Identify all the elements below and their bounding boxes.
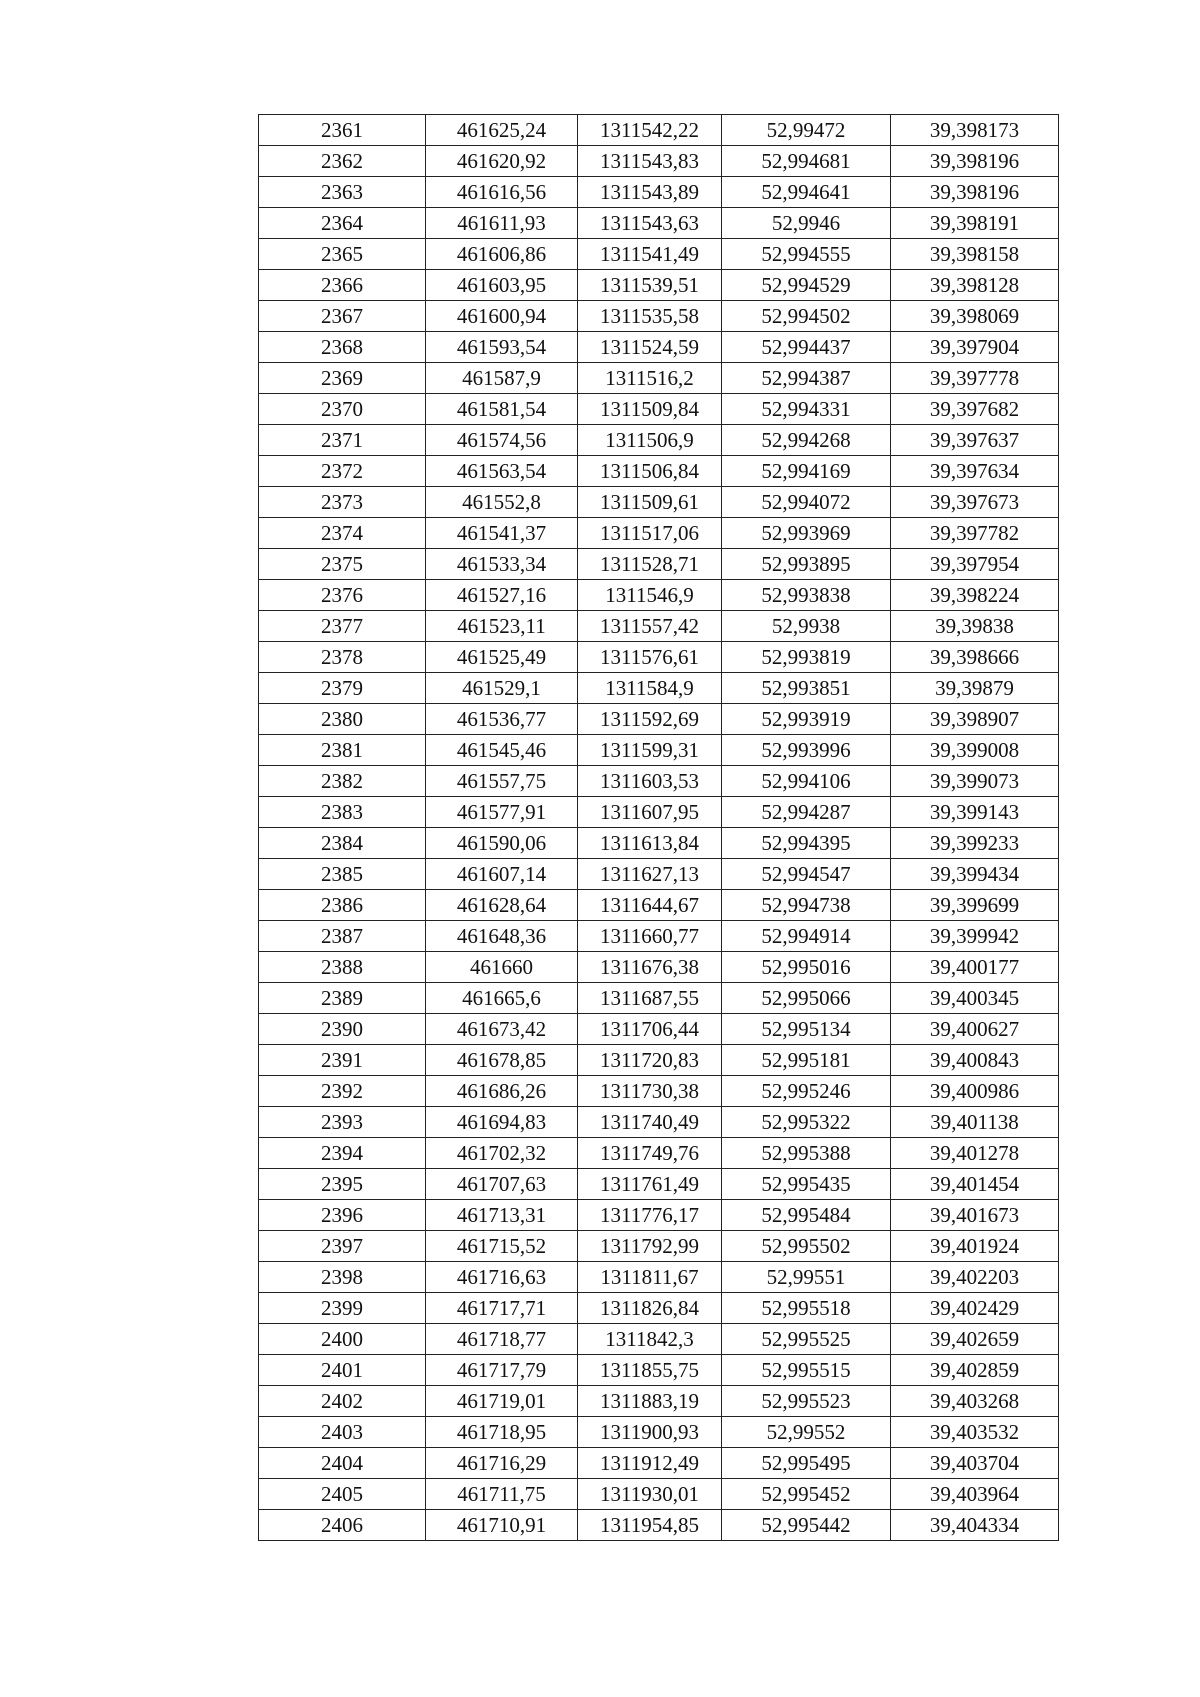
x-coordinate-cell: 461702,32 [426, 1138, 578, 1169]
table-row [259, 1479, 1059, 1510]
point-number-cell: 2390 [259, 1014, 426, 1045]
table-row [259, 1169, 1059, 1200]
latitude-cell: 52,995452 [722, 1479, 891, 1510]
table-row [259, 425, 1059, 456]
point-number-cell: 2385 [259, 859, 426, 890]
longitude-cell: 39,399699 [891, 890, 1059, 921]
table-row [259, 580, 1059, 611]
latitude-cell: 52,994169 [722, 456, 891, 487]
longitude-cell: 39,39879 [891, 673, 1059, 704]
longitude-cell: 39,400177 [891, 952, 1059, 983]
table-row [259, 1448, 1059, 1479]
latitude-cell: 52,995523 [722, 1386, 891, 1417]
x-coordinate-cell: 461717,71 [426, 1293, 578, 1324]
y-coordinate-cell: 1311811,67 [578, 1262, 722, 1293]
y-coordinate-cell: 1311761,49 [578, 1169, 722, 1200]
point-number-cell: 2369 [259, 363, 426, 394]
longitude-cell: 39,403532 [891, 1417, 1059, 1448]
longitude-cell: 39,397673 [891, 487, 1059, 518]
table-row [259, 1076, 1059, 1107]
table-row [259, 735, 1059, 766]
table-row [259, 1014, 1059, 1045]
latitude-cell: 52,9946 [722, 208, 891, 239]
latitude-cell: 52,995016 [722, 952, 891, 983]
table-row [259, 828, 1059, 859]
point-number-cell: 2381 [259, 735, 426, 766]
y-coordinate-cell: 1311542,22 [578, 115, 722, 146]
longitude-cell: 39,397782 [891, 518, 1059, 549]
point-number-cell: 2373 [259, 487, 426, 518]
y-coordinate-cell: 1311607,95 [578, 797, 722, 828]
x-coordinate-cell: 461620,92 [426, 146, 578, 177]
point-number-cell: 2380 [259, 704, 426, 735]
x-coordinate-cell: 461713,31 [426, 1200, 578, 1231]
x-coordinate-cell: 461590,06 [426, 828, 578, 859]
point-number-cell: 2396 [259, 1200, 426, 1231]
x-coordinate-cell: 461719,01 [426, 1386, 578, 1417]
point-number-cell: 2402 [259, 1386, 426, 1417]
table-row [259, 1262, 1059, 1293]
longitude-cell: 39,398196 [891, 146, 1059, 177]
latitude-cell: 52,994681 [722, 146, 891, 177]
table-row [259, 1324, 1059, 1355]
latitude-cell: 52,995322 [722, 1107, 891, 1138]
y-coordinate-cell: 1311660,77 [578, 921, 722, 952]
x-coordinate-cell: 461581,54 [426, 394, 578, 425]
x-coordinate-cell: 461625,24 [426, 115, 578, 146]
longitude-cell: 39,402429 [891, 1293, 1059, 1324]
longitude-cell: 39,402659 [891, 1324, 1059, 1355]
latitude-cell: 52,995495 [722, 1448, 891, 1479]
point-number-cell: 2383 [259, 797, 426, 828]
point-number-cell: 2404 [259, 1448, 426, 1479]
latitude-cell: 52,99551 [722, 1262, 891, 1293]
x-coordinate-cell: 461616,56 [426, 177, 578, 208]
y-coordinate-cell: 1311792,99 [578, 1231, 722, 1262]
y-coordinate-cell: 1311539,51 [578, 270, 722, 301]
table-row [259, 1293, 1059, 1324]
x-coordinate-cell: 461574,56 [426, 425, 578, 456]
latitude-cell: 52,994738 [722, 890, 891, 921]
longitude-cell: 39,397634 [891, 456, 1059, 487]
latitude-cell: 52,993969 [722, 518, 891, 549]
point-number-cell: 2364 [259, 208, 426, 239]
x-coordinate-cell: 461577,91 [426, 797, 578, 828]
y-coordinate-cell: 1311613,84 [578, 828, 722, 859]
point-number-cell: 2399 [259, 1293, 426, 1324]
latitude-cell: 52,995066 [722, 983, 891, 1014]
latitude-cell: 52,994287 [722, 797, 891, 828]
longitude-cell: 39,398666 [891, 642, 1059, 673]
latitude-cell: 52,994502 [722, 301, 891, 332]
point-number-cell: 2382 [259, 766, 426, 797]
y-coordinate-cell: 1311644,67 [578, 890, 722, 921]
x-coordinate-cell: 461607,14 [426, 859, 578, 890]
point-number-cell: 2405 [259, 1479, 426, 1510]
x-coordinate-cell: 461694,83 [426, 1107, 578, 1138]
point-number-cell: 2401 [259, 1355, 426, 1386]
table-row [259, 1107, 1059, 1138]
latitude-cell: 52,993819 [722, 642, 891, 673]
latitude-cell: 52,99552 [722, 1417, 891, 1448]
y-coordinate-cell: 1311506,84 [578, 456, 722, 487]
latitude-cell: 52,995502 [722, 1231, 891, 1262]
longitude-cell: 39,399073 [891, 766, 1059, 797]
table-row [259, 487, 1059, 518]
table-row [259, 549, 1059, 580]
latitude-cell: 52,995515 [722, 1355, 891, 1386]
y-coordinate-cell: 1311509,61 [578, 487, 722, 518]
table-row [259, 208, 1059, 239]
x-coordinate-cell: 461545,46 [426, 735, 578, 766]
point-number-cell: 2403 [259, 1417, 426, 1448]
longitude-cell: 39,398069 [891, 301, 1059, 332]
x-coordinate-cell: 461715,52 [426, 1231, 578, 1262]
x-coordinate-cell: 461593,54 [426, 332, 578, 363]
x-coordinate-cell: 461678,85 [426, 1045, 578, 1076]
x-coordinate-cell: 461718,77 [426, 1324, 578, 1355]
x-coordinate-cell: 461552,8 [426, 487, 578, 518]
y-coordinate-cell: 1311584,9 [578, 673, 722, 704]
x-coordinate-cell: 461716,63 [426, 1262, 578, 1293]
x-coordinate-cell: 461529,1 [426, 673, 578, 704]
longitude-cell: 39,403704 [891, 1448, 1059, 1479]
y-coordinate-cell: 1311687,55 [578, 983, 722, 1014]
point-number-cell: 2398 [259, 1262, 426, 1293]
longitude-cell: 39,399233 [891, 828, 1059, 859]
latitude-cell: 52,994387 [722, 363, 891, 394]
y-coordinate-cell: 1311543,83 [578, 146, 722, 177]
y-coordinate-cell: 1311557,42 [578, 611, 722, 642]
latitude-cell: 52,99472 [722, 115, 891, 146]
longitude-cell: 39,403268 [891, 1386, 1059, 1417]
x-coordinate-cell: 461648,36 [426, 921, 578, 952]
x-coordinate-cell: 461600,94 [426, 301, 578, 332]
longitude-cell: 39,399143 [891, 797, 1059, 828]
y-coordinate-cell: 1311543,89 [578, 177, 722, 208]
point-number-cell: 2397 [259, 1231, 426, 1262]
coordinates-table [258, 114, 1059, 1541]
longitude-cell: 39,398907 [891, 704, 1059, 735]
point-number-cell: 2365 [259, 239, 426, 270]
longitude-cell: 39,401673 [891, 1200, 1059, 1231]
y-coordinate-cell: 1311541,49 [578, 239, 722, 270]
x-coordinate-cell: 461628,64 [426, 890, 578, 921]
point-number-cell: 2389 [259, 983, 426, 1014]
y-coordinate-cell: 1311506,9 [578, 425, 722, 456]
y-coordinate-cell: 1311524,59 [578, 332, 722, 363]
point-number-cell: 2363 [259, 177, 426, 208]
y-coordinate-cell: 1311842,3 [578, 1324, 722, 1355]
latitude-cell: 52,994547 [722, 859, 891, 890]
y-coordinate-cell: 1311576,61 [578, 642, 722, 673]
x-coordinate-cell: 461557,75 [426, 766, 578, 797]
point-number-cell: 2370 [259, 394, 426, 425]
point-number-cell: 2391 [259, 1045, 426, 1076]
x-coordinate-cell: 461707,63 [426, 1169, 578, 1200]
y-coordinate-cell: 1311528,71 [578, 549, 722, 580]
x-coordinate-cell: 461525,49 [426, 642, 578, 673]
table-row [259, 1200, 1059, 1231]
point-number-cell: 2379 [259, 673, 426, 704]
point-number-cell: 2387 [259, 921, 426, 952]
table-row [259, 518, 1059, 549]
y-coordinate-cell: 1311900,93 [578, 1417, 722, 1448]
table-row [259, 859, 1059, 890]
y-coordinate-cell: 1311720,83 [578, 1045, 722, 1076]
point-number-cell: 2372 [259, 456, 426, 487]
point-number-cell: 2400 [259, 1324, 426, 1355]
table-row [259, 394, 1059, 425]
latitude-cell: 52,994529 [722, 270, 891, 301]
point-number-cell: 2386 [259, 890, 426, 921]
table-row [259, 1386, 1059, 1417]
latitude-cell: 52,995442 [722, 1510, 891, 1541]
longitude-cell: 39,397682 [891, 394, 1059, 425]
x-coordinate-cell: 461541,37 [426, 518, 578, 549]
y-coordinate-cell: 1311599,31 [578, 735, 722, 766]
point-number-cell: 2376 [259, 580, 426, 611]
latitude-cell: 52,994555 [722, 239, 891, 270]
table-row [259, 797, 1059, 828]
y-coordinate-cell: 1311627,13 [578, 859, 722, 890]
y-coordinate-cell: 1311749,76 [578, 1138, 722, 1169]
longitude-cell: 39,400986 [891, 1076, 1059, 1107]
table-row [259, 115, 1059, 146]
longitude-cell: 39,401278 [891, 1138, 1059, 1169]
longitude-cell: 39,399942 [891, 921, 1059, 952]
latitude-cell: 52,993919 [722, 704, 891, 735]
latitude-cell: 52,995134 [722, 1014, 891, 1045]
longitude-cell: 39,400627 [891, 1014, 1059, 1045]
y-coordinate-cell: 1311516,2 [578, 363, 722, 394]
latitude-cell: 52,993851 [722, 673, 891, 704]
longitude-cell: 39,398158 [891, 239, 1059, 270]
longitude-cell: 39,39838 [891, 611, 1059, 642]
point-number-cell: 2384 [259, 828, 426, 859]
longitude-cell: 39,401138 [891, 1107, 1059, 1138]
latitude-cell: 52,993838 [722, 580, 891, 611]
latitude-cell: 52,994268 [722, 425, 891, 456]
point-number-cell: 2368 [259, 332, 426, 363]
longitude-cell: 39,403964 [891, 1479, 1059, 1510]
point-number-cell: 2394 [259, 1138, 426, 1169]
x-coordinate-cell: 461536,77 [426, 704, 578, 735]
longitude-cell: 39,398128 [891, 270, 1059, 301]
y-coordinate-cell: 1311912,49 [578, 1448, 722, 1479]
x-coordinate-cell: 461660 [426, 952, 578, 983]
longitude-cell: 39,399008 [891, 735, 1059, 766]
y-coordinate-cell: 1311740,49 [578, 1107, 722, 1138]
y-coordinate-cell: 1311535,58 [578, 301, 722, 332]
longitude-cell: 39,401454 [891, 1169, 1059, 1200]
longitude-cell: 39,398224 [891, 580, 1059, 611]
point-number-cell: 2392 [259, 1076, 426, 1107]
table-row [259, 146, 1059, 177]
point-number-cell: 2393 [259, 1107, 426, 1138]
table-row [259, 642, 1059, 673]
table-row [259, 1231, 1059, 1262]
table-row [259, 1355, 1059, 1386]
table-row [259, 921, 1059, 952]
latitude-cell: 52,994641 [722, 177, 891, 208]
x-coordinate-cell: 461603,95 [426, 270, 578, 301]
y-coordinate-cell: 1311517,06 [578, 518, 722, 549]
latitude-cell: 52,994072 [722, 487, 891, 518]
latitude-cell: 52,995518 [722, 1293, 891, 1324]
y-coordinate-cell: 1311730,38 [578, 1076, 722, 1107]
point-number-cell: 2378 [259, 642, 426, 673]
coordinates-table-body [259, 115, 1059, 1541]
x-coordinate-cell: 461606,86 [426, 239, 578, 270]
longitude-cell: 39,397904 [891, 332, 1059, 363]
latitude-cell: 52,995181 [722, 1045, 891, 1076]
point-number-cell: 2377 [259, 611, 426, 642]
longitude-cell: 39,397954 [891, 549, 1059, 580]
longitude-cell: 39,398173 [891, 115, 1059, 146]
y-coordinate-cell: 1311776,17 [578, 1200, 722, 1231]
y-coordinate-cell: 1311603,53 [578, 766, 722, 797]
table-row [259, 1045, 1059, 1076]
x-coordinate-cell: 461533,34 [426, 549, 578, 580]
latitude-cell: 52,993996 [722, 735, 891, 766]
x-coordinate-cell: 461718,95 [426, 1417, 578, 1448]
x-coordinate-cell: 461523,11 [426, 611, 578, 642]
table-row [259, 1510, 1059, 1541]
longitude-cell: 39,402203 [891, 1262, 1059, 1293]
x-coordinate-cell: 461665,6 [426, 983, 578, 1014]
x-coordinate-cell: 461587,9 [426, 363, 578, 394]
table-row [259, 983, 1059, 1014]
y-coordinate-cell: 1311930,01 [578, 1479, 722, 1510]
table-row [259, 239, 1059, 270]
longitude-cell: 39,398196 [891, 177, 1059, 208]
longitude-cell: 39,397778 [891, 363, 1059, 394]
x-coordinate-cell: 461711,75 [426, 1479, 578, 1510]
point-number-cell: 2361 [259, 115, 426, 146]
y-coordinate-cell: 1311706,44 [578, 1014, 722, 1045]
latitude-cell: 52,995525 [722, 1324, 891, 1355]
table-row [259, 363, 1059, 394]
latitude-cell: 52,995435 [722, 1169, 891, 1200]
longitude-cell: 39,402859 [891, 1355, 1059, 1386]
longitude-cell: 39,399434 [891, 859, 1059, 890]
y-coordinate-cell: 1311676,38 [578, 952, 722, 983]
table-row [259, 704, 1059, 735]
x-coordinate-cell: 461527,16 [426, 580, 578, 611]
table-row [259, 301, 1059, 332]
y-coordinate-cell: 1311543,63 [578, 208, 722, 239]
point-number-cell: 2362 [259, 146, 426, 177]
x-coordinate-cell: 461673,42 [426, 1014, 578, 1045]
y-coordinate-cell: 1311546,9 [578, 580, 722, 611]
table-row [259, 673, 1059, 704]
latitude-cell: 52,994106 [722, 766, 891, 797]
table-row [259, 952, 1059, 983]
point-number-cell: 2388 [259, 952, 426, 983]
x-coordinate-cell: 461563,54 [426, 456, 578, 487]
point-number-cell: 2374 [259, 518, 426, 549]
table-row [259, 270, 1059, 301]
latitude-cell: 52,994914 [722, 921, 891, 952]
table-row [259, 611, 1059, 642]
y-coordinate-cell: 1311855,75 [578, 1355, 722, 1386]
point-number-cell: 2367 [259, 301, 426, 332]
longitude-cell: 39,401924 [891, 1231, 1059, 1262]
x-coordinate-cell: 461716,29 [426, 1448, 578, 1479]
y-coordinate-cell: 1311826,84 [578, 1293, 722, 1324]
longitude-cell: 39,400345 [891, 983, 1059, 1014]
latitude-cell: 52,995246 [722, 1076, 891, 1107]
x-coordinate-cell: 461611,93 [426, 208, 578, 239]
latitude-cell: 52,994437 [722, 332, 891, 363]
y-coordinate-cell: 1311954,85 [578, 1510, 722, 1541]
x-coordinate-cell: 461710,91 [426, 1510, 578, 1541]
x-coordinate-cell: 461686,26 [426, 1076, 578, 1107]
table-row [259, 1138, 1059, 1169]
table-row [259, 177, 1059, 208]
latitude-cell: 52,9938 [722, 611, 891, 642]
y-coordinate-cell: 1311883,19 [578, 1386, 722, 1417]
y-coordinate-cell: 1311509,84 [578, 394, 722, 425]
longitude-cell: 39,400843 [891, 1045, 1059, 1076]
latitude-cell: 52,993895 [722, 549, 891, 580]
point-number-cell: 2366 [259, 270, 426, 301]
longitude-cell: 39,397637 [891, 425, 1059, 456]
table-row [259, 766, 1059, 797]
point-number-cell: 2375 [259, 549, 426, 580]
point-number-cell: 2371 [259, 425, 426, 456]
latitude-cell: 52,995388 [722, 1138, 891, 1169]
latitude-cell: 52,995484 [722, 1200, 891, 1231]
table-row [259, 332, 1059, 363]
latitude-cell: 52,994395 [722, 828, 891, 859]
x-coordinate-cell: 461717,79 [426, 1355, 578, 1386]
longitude-cell: 39,404334 [891, 1510, 1059, 1541]
latitude-cell: 52,994331 [722, 394, 891, 425]
table-row [259, 1417, 1059, 1448]
point-number-cell: 2406 [259, 1510, 426, 1541]
point-number-cell: 2395 [259, 1169, 426, 1200]
longitude-cell: 39,398191 [891, 208, 1059, 239]
table-row [259, 890, 1059, 921]
y-coordinate-cell: 1311592,69 [578, 704, 722, 735]
table-row [259, 456, 1059, 487]
